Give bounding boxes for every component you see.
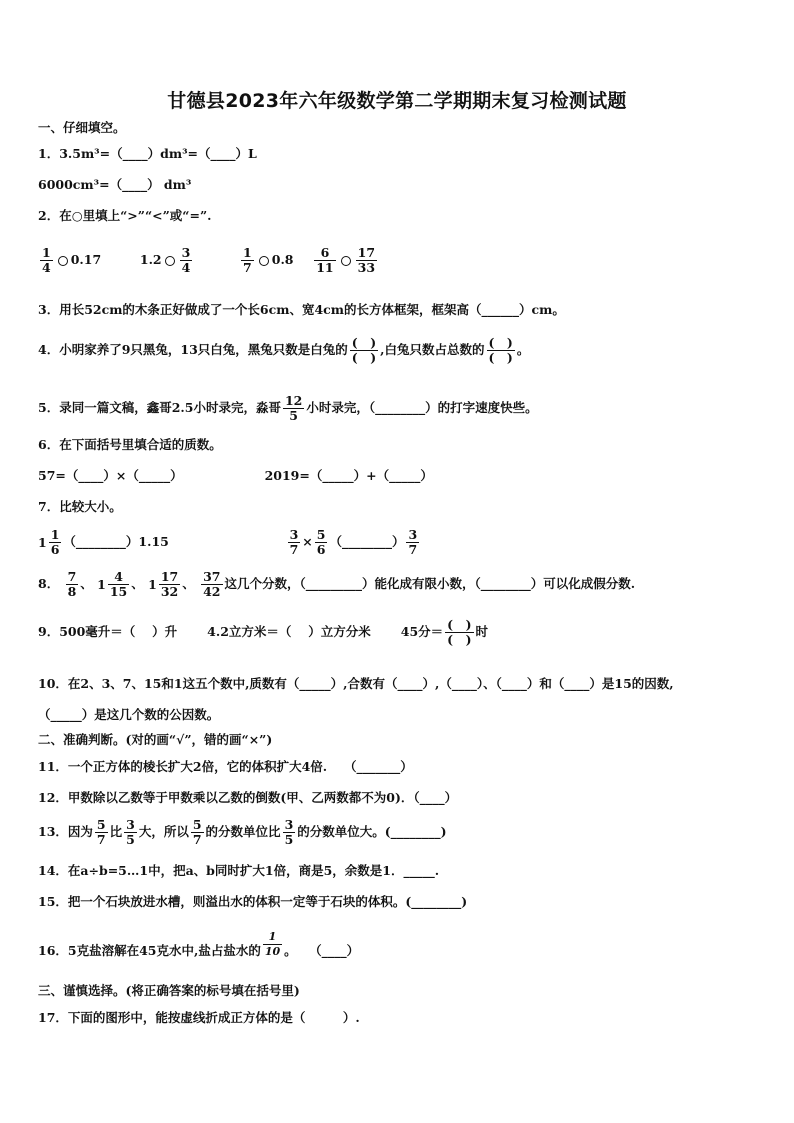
question-7: 7．比较大小。 (38, 499, 122, 514)
page-title: 甘德县2023年六年级数学第二学期期末复习检测试题 (167, 90, 627, 112)
question-1b: 6000cm³=（____） dm³ (38, 177, 192, 192)
question-5: 5．录同一篇文稿，鑫哥2.5小时录完，淼哥 $\frac{12}{5}$ 小时录完，（________）的打字速度快些。 (38, 393, 538, 423)
section-2-heading: 二、准确判断。(对的画“√”，错的画“×”) (38, 732, 273, 747)
fraction: $\frac{1}{10}$ (264, 930, 281, 958)
question-10b: （_____）是这几个数的公因数。 (38, 707, 220, 722)
fraction: $\frac{1}{6}$ (50, 527, 60, 557)
question-2: 2．在○里填上“>”“<”或“=”. (38, 208, 212, 223)
fraction: $\frac{5}{7}$ (192, 817, 202, 847)
fraction: $\frac{3}{5}$ (126, 817, 135, 847)
question-4: 4．小明家养了9只黑兔，13只白兔，黑兔只数是白兔的 $\frac{( )}{( )}$ ,白兔只数占总数的 $\frac{( )}{( )}$ 。 (38, 335, 530, 365)
question-16: 16．5克盐溶解在45克水中,盐占盐水的 $\frac{1}{10}$ 。 （____） (38, 930, 360, 958)
blank-fraction[interactable]: $\frac{( )}{( )}$ (488, 335, 513, 365)
question-6: 6．在下面括号里填合适的质数。 (38, 437, 222, 452)
compare-circle[interactable] (165, 256, 175, 266)
fraction: $\frac{3}{7}$ (408, 527, 418, 557)
compare-circle[interactable] (58, 256, 68, 266)
question-12: 12．甲数除以乙数等于甲数乘以乙数的倒数(甲、乙两数都不为0)．（____） (38, 790, 458, 805)
fraction: $\frac{4}{15}$ (109, 569, 128, 599)
blank-fraction[interactable]: $\frac{( )}{( )}$ (447, 617, 472, 647)
blank-fraction[interactable]: $\frac{( )}{( )}$ (351, 335, 377, 365)
question-15: 15．把一个石块放进水槽，则溢出水的体积一定等于石块的体积。(________) (38, 894, 468, 909)
question-1a: 1．3.5m³=（____）dm³=（____）L (38, 146, 257, 161)
fraction: $\frac{7}{8}$ (67, 569, 77, 599)
fraction: $\frac{17}{32}$ (160, 569, 179, 599)
question-3: 3．用长52cm的木条正好做成了一个长6cm、宽4cm的长方体框架，框架高（______）cm。 (38, 302, 565, 317)
question-14: 14．在a÷b=5…1中，把a、b同时扩大1倍，商是5，余数是1．_____. (38, 863, 440, 878)
fraction: $\frac{1}{4}$ (42, 245, 51, 275)
question-10a: 10．在2、3、7、15和1这五个数中,质数有（_____）,合数有（____）,（____）、（____）和（____）是15的因数, (38, 676, 674, 691)
question-13: 13．因为 $\frac{5}{7}$ 比 $\frac{3}{5}$ 大，所以 $\frac{5}{7}$ 的分数单位比 $\frac{3}{5}$ 的分数单位大。(________) (38, 817, 447, 847)
fraction: $\frac{6}{11}$ (316, 245, 334, 275)
fraction: $\frac{3}{7}$ (289, 527, 299, 557)
compare-circle[interactable] (341, 256, 351, 266)
fraction: $\frac{3}{4}$ (181, 245, 191, 275)
fraction: $\frac{1}{7}$ (243, 245, 252, 275)
question-9: 9．500毫升＝（ ）升 4.2立方米＝（ ）立方分米 45分＝ $\frac{( )}{( )}$ 时 (38, 617, 489, 647)
fraction: $\frac{5}{7}$ (96, 817, 106, 847)
question-8: 8． $\frac{7}{8}$ 、 1 $\frac{4}{15}$ 、 1 $\frac{17}{32}$ 、 $\frac{37}{42}$ 这几个分数，（_________）能化成有限小数，（________）可以化成假分数. (38, 569, 636, 599)
question-11: 11．一个正方体的棱长扩大2倍，它的体积扩大4倍. （_______） (38, 759, 413, 774)
question-2-items: $\frac{1}{4}$ 0.17 1.2 $\frac{3}{4}$ $\frac{1}{7}$ 0.8 $\frac{6}{11}$ $\frac{17}{33}$ (42, 245, 376, 275)
compare-circle[interactable] (259, 256, 269, 266)
question-7-items: 1 $\frac{1}{6}$ （________）1.15 $\frac{3}{7}$ × $\frac{5}{6}$ （________） $\frac{3}{7}$ (38, 527, 418, 557)
section-1-heading: 一、仔细填空。 (38, 120, 126, 135)
fraction: $\frac{3}{5}$ (284, 817, 294, 847)
section-3-heading: 三、谨慎选择。(将正确答案的标号填在括号里) (38, 983, 300, 998)
fraction: $\frac{12}{5}$ (284, 393, 303, 423)
fraction: $\frac{5}{6}$ (316, 527, 326, 557)
fraction: $\frac{37}{42}$ (203, 569, 221, 599)
fraction: $\frac{17}{33}$ (357, 245, 376, 275)
question-17: 17．下面的图形中，能按虚线折成正方体的是（ ）. (38, 1010, 360, 1025)
question-6-items: 57=（____）×（_____） 2019=（_____）+（_____） (38, 468, 433, 483)
